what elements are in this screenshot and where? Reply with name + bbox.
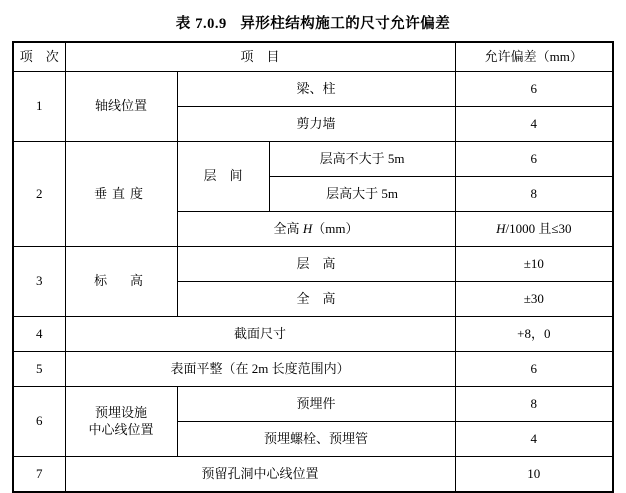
row-subname: 层高不大于 5m [269, 142, 455, 177]
table-header-row [13, 42, 613, 72]
row-subname: 梁、柱 [177, 72, 455, 107]
table-row [13, 352, 613, 387]
row-value: 4 [455, 422, 613, 457]
row-group: 标 高 [65, 247, 177, 317]
row-subname: 剪力墙 [177, 107, 455, 142]
row-group: 截面尺寸 [65, 317, 455, 352]
row-value: H/1000 且≤30 [455, 212, 613, 247]
table-row [13, 317, 613, 352]
header-index: 项 次 [13, 42, 65, 72]
caption-title: 异形柱结构施工的尺寸允许偏差 [240, 16, 451, 32]
row-index: 4 [13, 317, 65, 352]
caption-prefix: 表 [175, 16, 191, 32]
row-index: 6 [13, 387, 65, 457]
tolerance-table [12, 41, 614, 493]
row-group: 轴线位置 [65, 72, 177, 142]
row-subname: 预埋件 [177, 387, 455, 422]
row-index: 1 [13, 72, 65, 142]
table-row [13, 457, 613, 493]
row-group: 垂直度 [65, 142, 177, 247]
row-value: 6 [455, 72, 613, 107]
row-group [65, 387, 177, 457]
caption-number: 7.0.9 [195, 16, 227, 32]
row-group: 表面平整（在 2m 长度范围内） [65, 352, 455, 387]
row-subname: 全 高 [177, 282, 455, 317]
header-item: 项 目 [65, 42, 455, 72]
row-value: 6 [455, 352, 613, 387]
row-value: ±30 [455, 282, 613, 317]
row-subname: 层高大于 5m [269, 177, 455, 212]
table-row [13, 142, 613, 177]
row-index: 2 [13, 142, 65, 247]
table-caption [12, 12, 614, 33]
table-row [13, 247, 613, 282]
row-group-line2: 中心线位置 [88, 421, 154, 437]
row-value: 10 [455, 457, 613, 493]
row-subname: 预埋螺栓、预埋管 [177, 422, 455, 457]
row-group: 预留孔洞中心线位置 [65, 457, 455, 493]
row-group-line1: 预埋设施 [94, 405, 147, 421]
row-midname: 层 间 [177, 142, 269, 212]
row-index: 3 [13, 247, 65, 317]
row-subname: 全高 H（mm） [177, 212, 455, 247]
row-value: 4 [455, 107, 613, 142]
row-index: 5 [13, 352, 65, 387]
row-value: 8 [455, 387, 613, 422]
table-row [13, 387, 613, 422]
table-row [13, 72, 613, 107]
row-subname: 层 高 [177, 247, 455, 282]
row-value: ±10 [455, 247, 613, 282]
row-index: 7 [13, 457, 65, 493]
row-value: +8，0 [455, 317, 613, 352]
header-tolerance: 允许偏差（mm） [455, 42, 613, 72]
row-value: 8 [455, 177, 613, 212]
row-value: 6 [455, 142, 613, 177]
